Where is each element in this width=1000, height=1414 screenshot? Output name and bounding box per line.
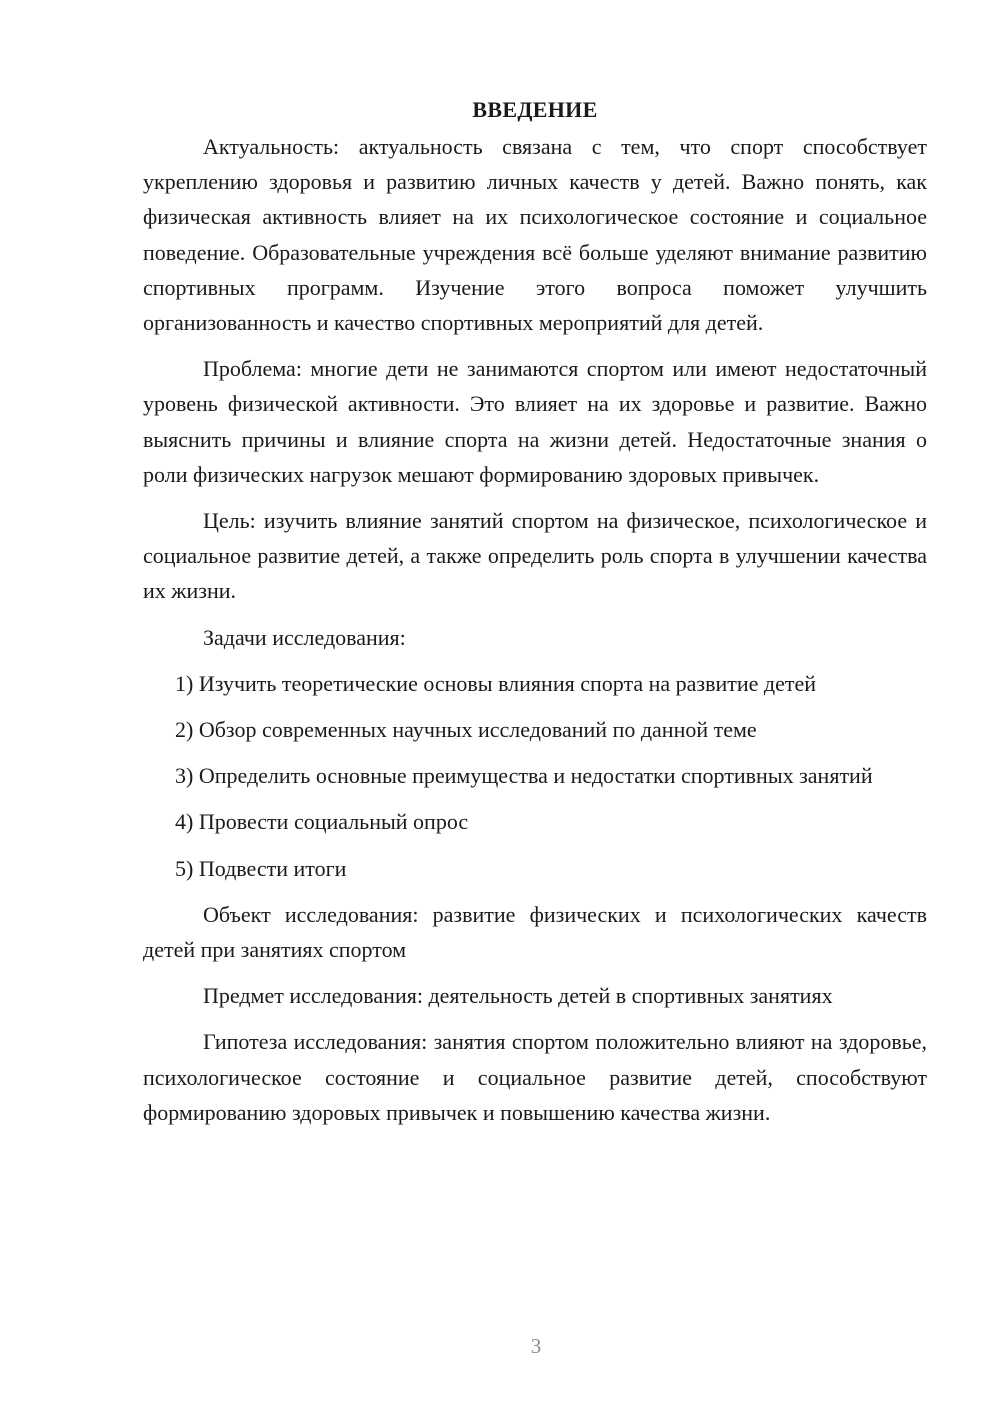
task-item-2: 2) Обзор современных научных исследований по данной теме <box>175 717 757 743</box>
paragraph-research-subject: Предмет исследования: деятельность детей в спортивных занятиях <box>203 983 833 1009</box>
page-content <box>143 92 927 1141</box>
tasks-heading: Задачи исследования: <box>203 624 406 650</box>
section-title: ВВЕДЕНИЕ <box>472 97 598 122</box>
task-item-3: 3) Определить основные преимущества и недостатки спортивных занятий <box>175 763 873 789</box>
page-number: 3 <box>530 1334 542 1358</box>
paragraph-actuality: Актуальность: актуальность связана с тем, что спорт способствует укреплению здоровья и развитию личных качеств у детей. Важно понять, как физическая активность влияет на их психологическое состояние и социальное поведение. Образовательные учреждения всё больше уделяют внимание развитию спортивных программ. Изучение этого вопроса поможет улучшить организованность и качество спортивных мероприятий для детей. <box>143 134 927 336</box>
paragraph-research-object: Объект исследования: развитие физических и психологических качеств детей при занятиях спортом <box>143 901 927 963</box>
task-item-5: 5) Подвести итоги <box>175 855 347 881</box>
paragraph-goal: Цель: изучить влияние занятий спортом на физическое, психологическое и социальное развитие детей, а также определить роль спорта в улучшении качества их жизни. <box>143 508 927 604</box>
task-item-4: 4) Провести социальный опрос <box>175 809 469 835</box>
task-item-1: 1) Изучить теоретические основы влияния спорта на развитие детей <box>175 670 817 696</box>
paragraph-problem: Проблема: многие дети не занимаются спортом или имеют недостаточный уровень физической активности. Это влияет на их здоровье и развитие. Важно выяснить причины и влияние спорта на жизни детей. Недостаточные знания о роли физических нагрузок мешают формированию здоровых привычек. <box>143 356 927 487</box>
paragraph-hypothesis: Гипотеза исследования: занятия спортом положительно влияют на здоровье, психологическое состояние и социальное развитие детей, способствуют формированию здоровых привычек и повышению качества жизни. <box>143 1029 927 1125</box>
